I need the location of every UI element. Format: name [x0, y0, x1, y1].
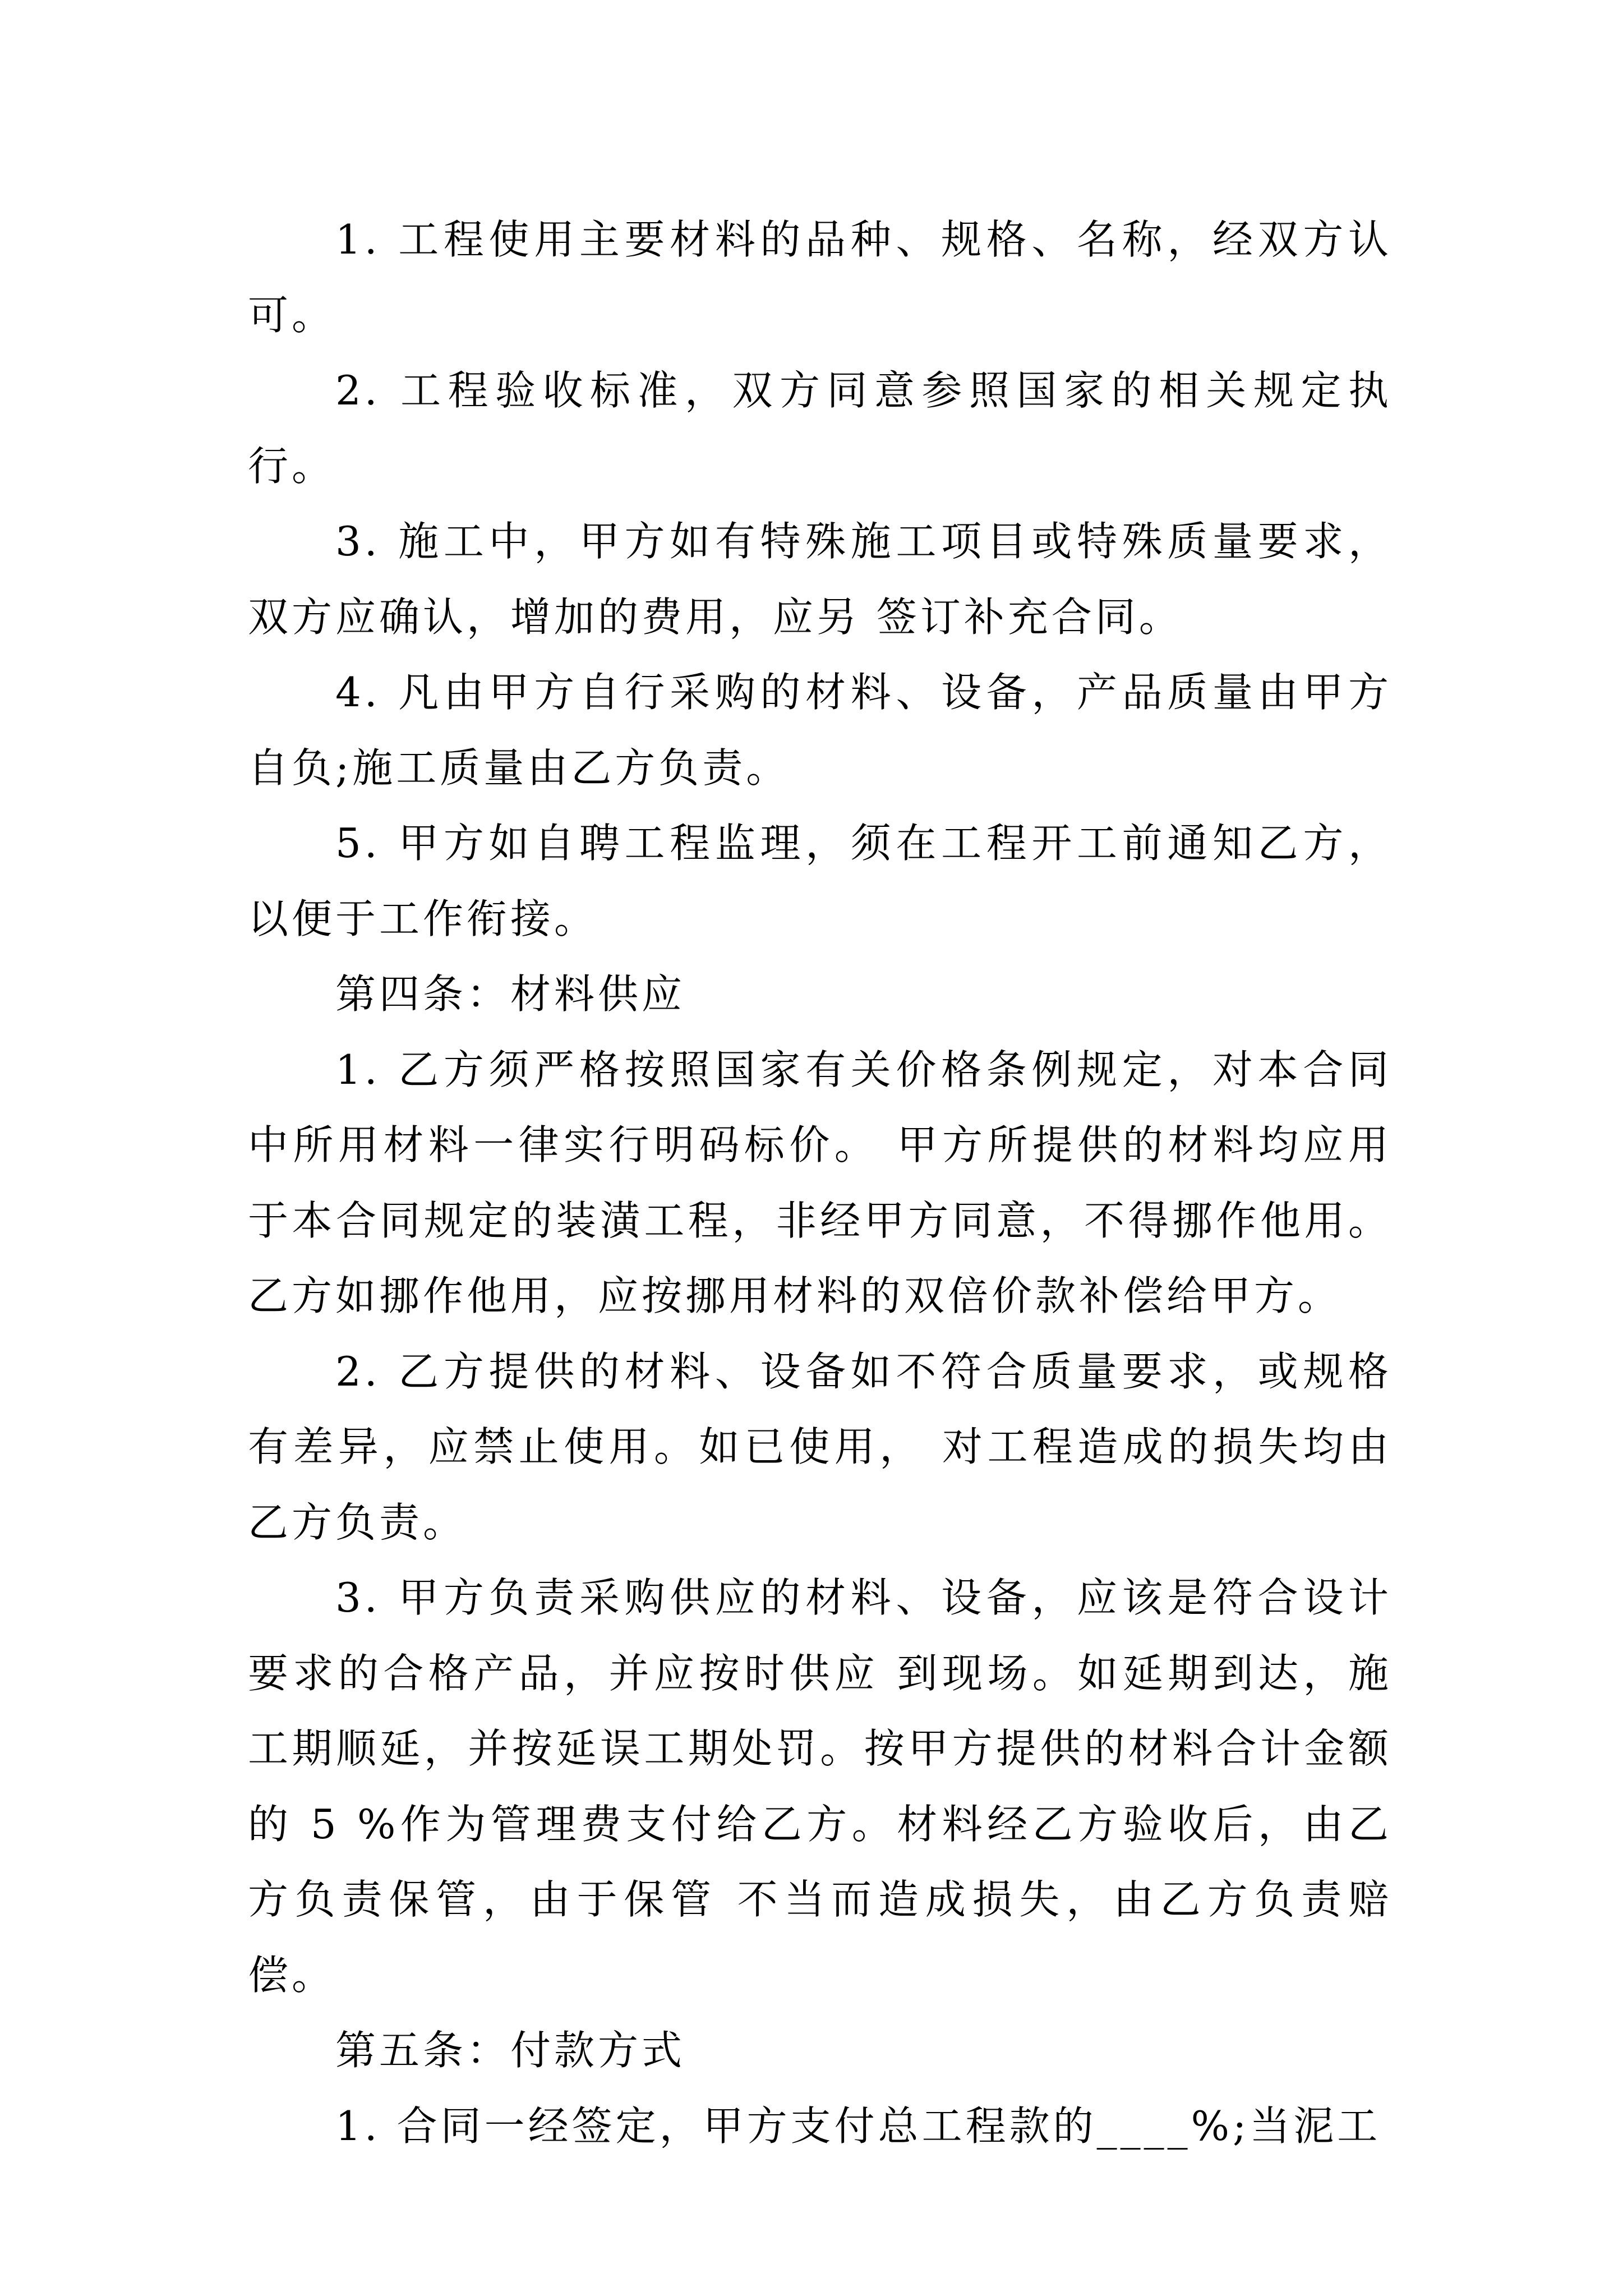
clause-5-supervision: 5. 甲方如自聘工程监理，须在工程开工前通知乙方，以便于工作衔接。	[248, 820, 1392, 942]
article-4-clause-2: 2. 乙方提供的材料、设备如不符合质量要求，或规格有差异，应禁止使用。如已使用， 对工程造成的损失均由乙方负责。	[248, 1347, 1392, 1546]
document-body	[248, 202, 1392, 2164]
article-4-clause-1: 1. 乙方须严格按照国家有关价格条例规定，对本合同中所用材料一律实行明码标价。 甲方所提供的材料均应用于本合同规定的装潢工程，非经甲方同意，不得挪作他用。乙方如挪作他用，应按挪用材料的双倍价款补偿给甲方。	[248, 1046, 1392, 1319]
article-5-clause-1: 1. 合同一经签定，甲方支付总工程款的____%;当泥工	[335, 2102, 1381, 2150]
clause-3-special-requirements: 3. 施工中，甲方如有特殊施工项目或特殊质量要求，双方应确认，增加的费用，应另 签订补充合同。	[248, 518, 1392, 641]
clause-4-owner-purchased-materials: 4. 凡由甲方自行采购的材料、设备，产品质量由甲方自负;施工质量由乙方负责。	[248, 669, 1392, 792]
article-4-clause-3: 3. 甲方负责采购供应的材料、设备，应该是符合设计要求的合格产品，并应按时供应 到现场。如延期到达，施工期顺延，并按延误工期处罚。按甲方提供的材料合计金额的 5 %作为管理费支付给乙方。材料经乙方验收后，由乙方负责保管，由于保管 不当而造成损失，由乙方负责赔偿。	[248, 1574, 1392, 1999]
article-5-heading: 第五条：付款方式	[335, 2027, 686, 2074]
article-4-heading: 第四条：材料供应	[335, 970, 686, 1018]
clause-2-acceptance-standard: 2. 工程验收标准，双方同意参照国家的相关规定执行。	[248, 367, 1392, 490]
clause-1-materials-approval: 1. 工程使用主要材料的品种、规格、名称，经双方认可。	[248, 216, 1392, 339]
